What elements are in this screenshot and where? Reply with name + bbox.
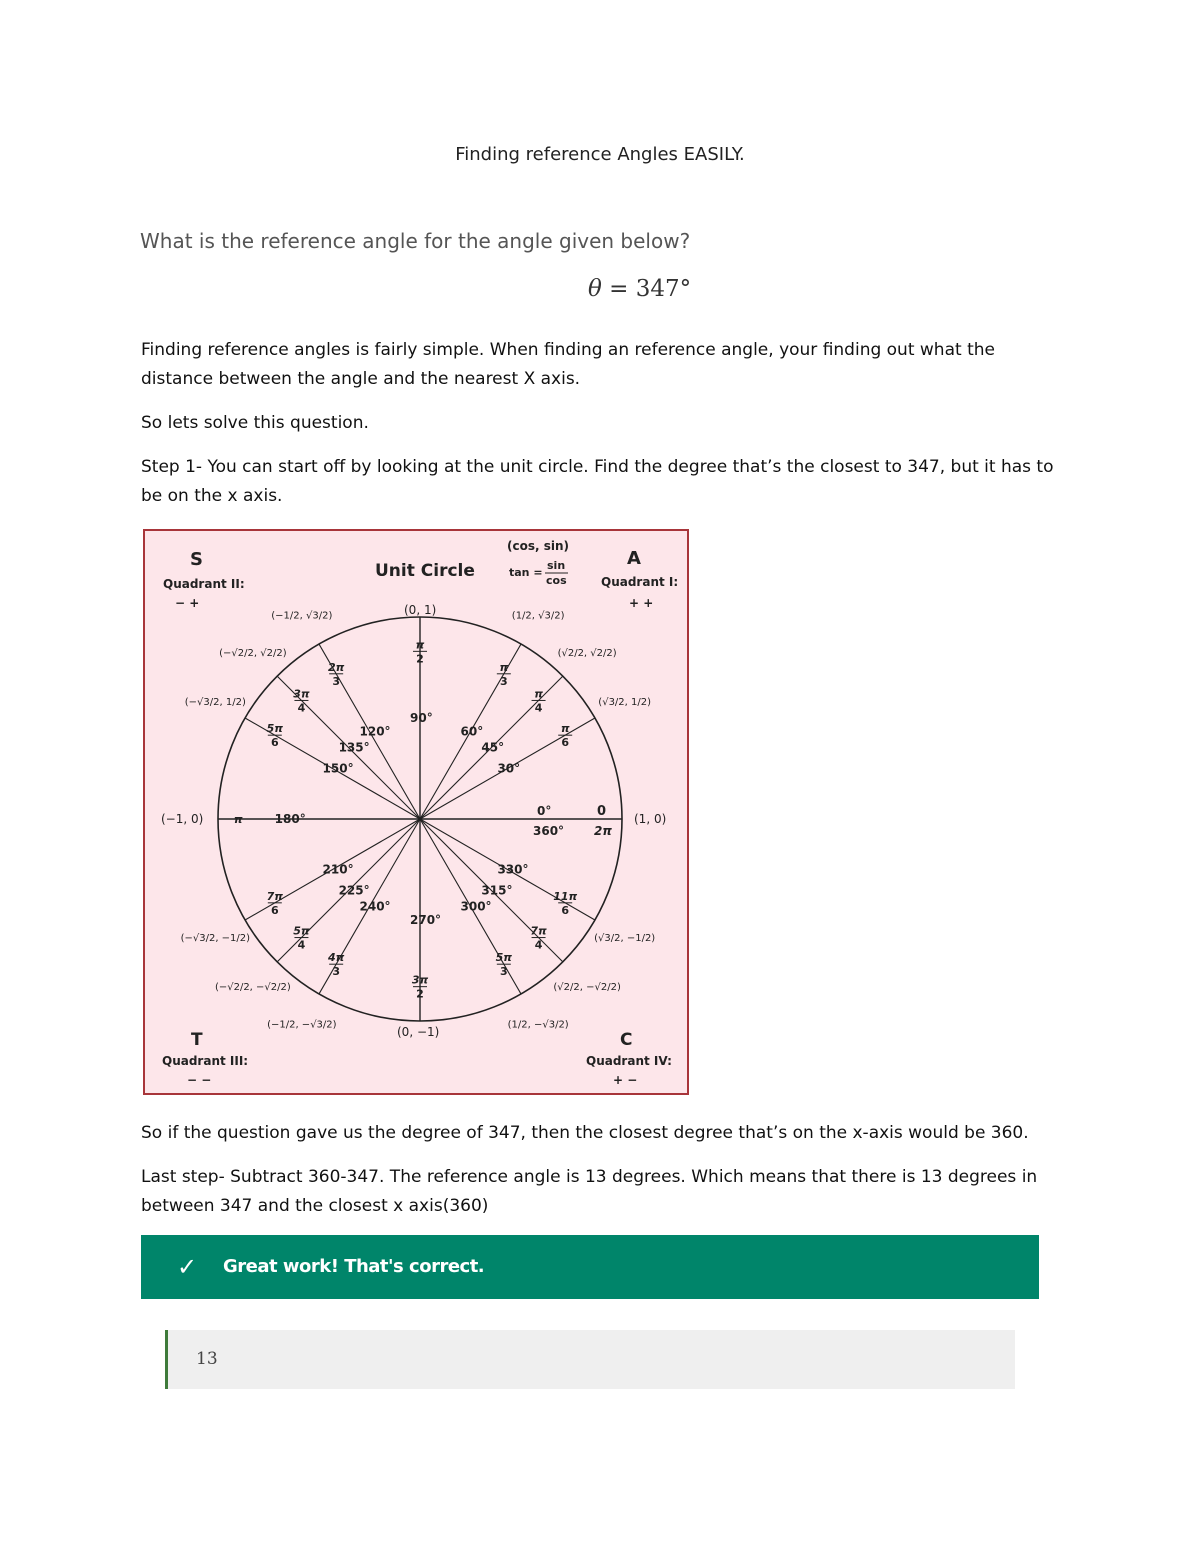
radian-den-210: 6 [270, 903, 279, 917]
radian-label-330: 11π [553, 889, 578, 903]
coord-label-120: (−1/2, √3/2) [271, 610, 333, 622]
radian-den-270: 2 [416, 987, 424, 1001]
feedback-banner [141, 1235, 1039, 1299]
radian-den-135: 4 [297, 701, 306, 715]
answer-value: 13 [196, 1349, 218, 1369]
radian-label-45: π [534, 687, 543, 701]
radian-label-30: π [560, 722, 570, 736]
coord-label-135: (−√2/2, √2/2) [219, 647, 287, 659]
cos-sin-label: (cos, sin) [507, 539, 570, 553]
angle-label-300: 300° [460, 899, 492, 914]
radian-den-90: 2 [416, 652, 424, 666]
angle-label-45: 45° [481, 740, 505, 755]
radian-label-210: 7π [266, 889, 283, 903]
step1-paragraph: Step 1- You can start off by looking at the unit circle. Find the degree that’s the closest to 347, but it has to be on the x axis. [141, 457, 1054, 506]
quadrant-1-letter: A [627, 548, 641, 569]
coord-label-315: (√2/2, −√2/2) [553, 982, 621, 994]
angle-label-225: 225° [338, 883, 370, 898]
coord-label-225: (−√2/2, −√2/2) [214, 982, 291, 994]
radian-label-225: 5π [293, 924, 310, 938]
angle-label-210: 210° [322, 862, 354, 877]
angle-label-270: 270° [410, 913, 442, 927]
document-title: Finding reference Angles EASILY. [455, 144, 745, 165]
point-top: (0, 1) [404, 603, 437, 617]
coord-label-210: (−√3/2, −1/2) [180, 933, 251, 945]
tan-denominator: cos [546, 574, 567, 587]
coord-label-150: (−√3/2, 1/2) [184, 696, 246, 708]
radian-label-150: 5π [266, 722, 283, 736]
quadrant-2-signs: − + [175, 596, 200, 610]
quadrant-1-name: Quadrant I: [601, 575, 679, 589]
quadrant-3-name: Quadrant III: [162, 1054, 249, 1068]
angle-label-0-deg: 0° [537, 804, 552, 818]
angle-label-120: 120° [359, 724, 391, 739]
coord-label-300: (1/2, −√3/2) [507, 1019, 569, 1031]
coord-label-30: (√3/2, 1/2) [598, 696, 652, 708]
angle-label-240: 240° [359, 899, 391, 914]
radian-label-2pi: 2π [594, 824, 612, 838]
radian-den-300: 3 [500, 965, 508, 979]
quadrant-4-name: Quadrant IV: [586, 1054, 672, 1068]
quadrant-3-letter: T [191, 1030, 203, 1050]
answer-box [165, 1330, 1015, 1389]
radian-den-45: 4 [534, 701, 543, 715]
radian-label-60: π [499, 660, 509, 674]
question-text: What is the reference angle for the angle given below? [140, 229, 691, 253]
radian-den-60: 3 [500, 674, 508, 688]
quadrant-3-signs: − − [187, 1073, 212, 1087]
coord-label-240: (−1/2, −√3/2) [267, 1019, 337, 1031]
quadrant-4-signs: + − [613, 1073, 638, 1087]
quadrant-2-name: Quadrant II: [163, 577, 245, 591]
quadrant-4-letter: C [620, 1030, 633, 1050]
angle-label-150: 150° [322, 761, 354, 776]
tan-numerator: sin [547, 559, 566, 572]
point-bottom: (0, −1) [397, 1025, 440, 1039]
feedback-message: Great work! That's correct. [223, 1256, 485, 1277]
radian-den-150: 6 [270, 736, 279, 750]
radian-den-315: 4 [534, 938, 543, 952]
angle-label-330: 330° [497, 862, 529, 877]
unit-circle-diagram [145, 531, 687, 1093]
radian-label-135: 3π [293, 687, 310, 701]
quadrant-1-signs: + + [629, 596, 654, 610]
radian-label-240: 4π [327, 951, 345, 965]
last-step-paragraph: Last step- Subtract 360-347. The reference angle is 13 degrees. Which means that there is 13 degrees in between 347 and the closest x axis(360) [141, 1167, 1038, 1216]
checkmark-icon: ✓ [177, 1253, 198, 1281]
angle-label-315: 315° [481, 883, 513, 898]
closest-paragraph: So if the question gave us the degree of 347, then the closest degree that’s on the x-axis would be 360. [141, 1123, 1029, 1143]
point-right: (1, 0) [634, 812, 667, 826]
radian-label-270: 3π [411, 973, 429, 987]
radian-label-90: π [415, 638, 425, 652]
coord-label-60: (1/2, √3/2) [511, 610, 565, 622]
angle-label-180: 180° [274, 812, 306, 826]
radian-den-225: 4 [297, 938, 306, 952]
radian-label-315: 7π [530, 924, 547, 938]
radian-label-120: 2π [327, 660, 345, 674]
radian-label-0: 0 [597, 804, 607, 819]
theta-expression [588, 276, 691, 302]
coord-label-330: (√3/2, −1/2) [594, 933, 656, 945]
unit-circle-figure [143, 529, 689, 1095]
theta-symbol: θ [588, 276, 602, 302]
radian-den-120: 3 [332, 674, 340, 688]
radian-den-240: 3 [332, 965, 340, 979]
angle-label-90: 90° [410, 711, 433, 725]
quadrant-2-letter: S [190, 549, 203, 570]
radian-den-330: 6 [561, 903, 570, 917]
radian-label-300: 5π [495, 951, 513, 965]
coord-label-45: (√2/2, √2/2) [557, 647, 617, 659]
radian-den-30: 6 [561, 736, 570, 750]
radian-label-180: π [233, 813, 243, 826]
intro-paragraph: Finding reference angles is fairly simple. When finding an reference angle, your finding out what the distance between the angle and the nearest X axis. [141, 340, 995, 389]
angle-label-60: 60° [460, 724, 484, 739]
unit-circle-title: Unit Circle [375, 561, 475, 581]
angle-label-30: 30° [497, 761, 521, 776]
point-left: (−1, 0) [161, 812, 204, 826]
theta-value: = 347° [609, 276, 692, 302]
angle-label-360-deg: 360° [533, 824, 565, 838]
angle-label-135: 135° [338, 740, 370, 755]
solve-paragraph: So lets solve this question. [141, 413, 369, 433]
tan-label: tan = [509, 566, 543, 579]
